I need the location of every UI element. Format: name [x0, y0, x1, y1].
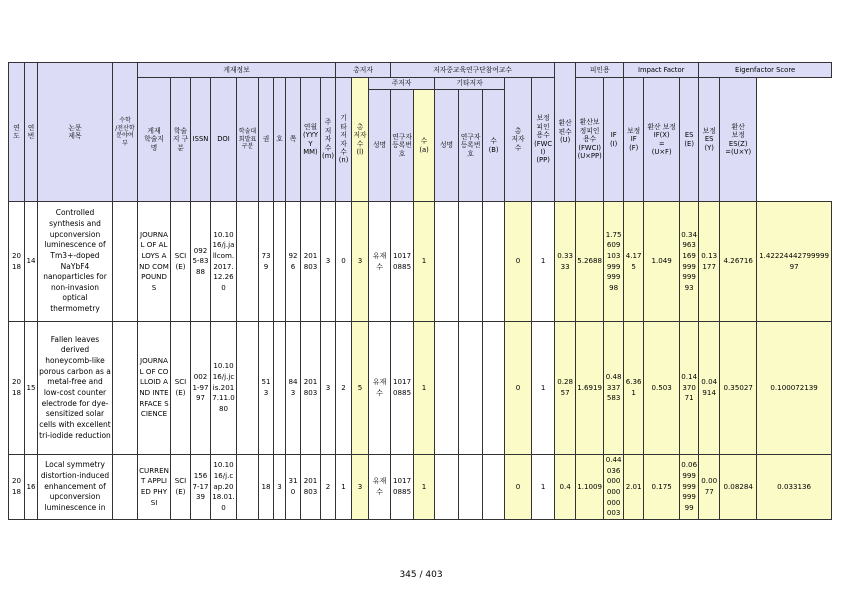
- table-row: [9, 322, 832, 455]
- row-converted-corrected-if: 0.3496316999999993: [680, 202, 699, 322]
- col-paper-title: 논문 제목: [38, 63, 113, 202]
- col-seq: 연번: [25, 63, 38, 202]
- row-main-authors: 2: [321, 455, 336, 520]
- row-main-authors: 3: [321, 322, 336, 455]
- row-other-name: [435, 455, 459, 520]
- row-year-month: 201803: [301, 455, 321, 520]
- row-issn: 1567-1739: [191, 455, 211, 520]
- col-corrected-es: 보정 ES (Y): [699, 78, 720, 202]
- row-conf-class: [237, 455, 259, 520]
- row-title: Fallen leaves derived honeycomb-like porous carbon as a metal-free and low-cost counter electrode for dye-sensitized solar cells with excellent tri-iodide reduction: [38, 322, 113, 455]
- row-volume: 739: [259, 202, 274, 322]
- col-other-researcher-id: 연구자 등록번 호: [459, 90, 483, 202]
- row-corrected-if: 0.175: [644, 455, 680, 520]
- col-es: ES (E): [680, 78, 699, 202]
- col-main-authors: 주 저자 수 (m): [321, 78, 336, 202]
- col-corrected-citations: 보정 피인 용수 (FWC I) (PP): [532, 78, 555, 202]
- row-converted-corrected-es: 0.033136: [757, 455, 832, 520]
- col-year: 연도: [9, 63, 25, 202]
- row-converted-corrected-es: 0.100072139: [757, 322, 832, 455]
- row-doi: 10.1016/j.jallcom.2017.12.260: [211, 202, 237, 322]
- row-count-b: 0: [505, 202, 532, 322]
- row-converted-corrected-citations: 0.44036000000000003: [604, 455, 624, 520]
- row-year: 2018: [9, 455, 25, 520]
- row-other-researcher-id: [459, 455, 483, 520]
- col-math-cs: 수학 /전산학 분야여부: [113, 63, 138, 202]
- row-other-researcher-id: [459, 202, 483, 322]
- row-total-authors: 3: [352, 202, 369, 322]
- col-total-authors: 총 저자 수 (l): [352, 78, 369, 202]
- table-row: [9, 202, 832, 322]
- group-main-author: 주저자: [369, 78, 435, 90]
- row-title: Local symmetry distortion-induced enhancement of upconversion luminescence in: [38, 455, 113, 520]
- page-indicator: 345 / 403: [399, 570, 443, 580]
- col-other-authors: 기타 저자 수 (n): [336, 78, 352, 202]
- col-main-researcher-id: 연구자 등록번 호: [391, 90, 414, 202]
- row-page: 310: [286, 455, 301, 520]
- row-doi: 10.1016/j.cap.2018.01.0: [211, 455, 237, 520]
- row-math-cs: [113, 322, 138, 455]
- group-other-author: 기타저자: [435, 78, 505, 90]
- row-other-researcher-id: [459, 322, 483, 455]
- col-other-name: 성명: [435, 90, 459, 202]
- row-issn: 0021-9797: [191, 322, 211, 455]
- row-main-name: 유재수: [369, 202, 391, 322]
- row-corrected-citations: 1.6919: [576, 322, 604, 455]
- row-conf-class: [237, 202, 259, 322]
- row-if: 4.175: [624, 202, 644, 322]
- row-other-authors: 2: [336, 322, 352, 455]
- table-row: [9, 455, 832, 520]
- row-math-cs: [113, 202, 138, 322]
- row-other-authors: 0: [336, 202, 352, 322]
- row-main-authors: 3: [321, 202, 336, 322]
- row-corrected-es: 0.08284: [720, 455, 757, 520]
- col-journal-name: 게재 학술지 명: [138, 78, 171, 202]
- row-main-name: 유재수: [369, 455, 391, 520]
- group-eigenfactor: Eigenfactor Score: [699, 63, 832, 78]
- row-journal: JOURNAL OF ALLOYS AND COMPOUNDS: [138, 202, 171, 322]
- col-issue: 호: [274, 78, 286, 202]
- row-year: 2018: [9, 202, 25, 322]
- row-academic-class: SCI(E): [171, 455, 191, 520]
- row-corrected-citations: 5.2688: [576, 202, 604, 322]
- row-issue: 3: [274, 455, 286, 520]
- row-title: Controlled synthesis and upconversion luminescence of Tm3+-doped NaYbF4 nanoparticles for non-invasion optical thermometry: [38, 202, 113, 322]
- row-other-name: [435, 202, 459, 322]
- row-math-cs: [113, 455, 138, 520]
- row-total-authors: 3: [352, 455, 369, 520]
- row-converted-corrected-es: 1.4222444279999997: [757, 202, 832, 322]
- col-volume: 권: [259, 78, 274, 202]
- row-conf-class: [237, 322, 259, 455]
- row-seq: 15: [25, 322, 38, 455]
- group-faculty-authors: 저자중교육연구단참여교수: [391, 63, 555, 78]
- row-total-authors: 5: [352, 322, 369, 455]
- row-year-month: 201803: [301, 322, 321, 455]
- row-if: 6.361: [624, 322, 644, 455]
- row-converted-corrected-if: 0.0699999999999: [680, 455, 699, 520]
- row-if: 2.01: [624, 455, 644, 520]
- row-seq: 16: [25, 455, 38, 520]
- col-corrected-if: 보정 IF (F): [624, 78, 644, 202]
- col-participant-authors: 총 저자 수: [505, 78, 532, 202]
- row-converted-count: 0.4: [555, 455, 576, 520]
- row-count-b: 0: [505, 455, 532, 520]
- row-converted-corrected-if: 0.1437071: [680, 322, 699, 455]
- row-other-name: [435, 322, 459, 455]
- col-page: 쪽: [286, 78, 301, 202]
- row-other-count: [483, 455, 505, 520]
- row-main-researcher-id: 10170885: [391, 202, 414, 322]
- row-doi: 10.1016/j.jcis.2017.11.080: [211, 322, 237, 455]
- row-academic-class: SCI(E): [171, 322, 191, 455]
- row-volume: 513: [259, 322, 274, 455]
- row-corrected-es: 0.35027: [720, 322, 757, 455]
- col-conf-class: 학술대 회발표 구분: [237, 78, 259, 202]
- row-converted-corrected-citations: 0.48337583: [604, 322, 624, 455]
- row-es: 0.04914: [699, 322, 720, 455]
- row-other-count: [483, 322, 505, 455]
- row-converted-count: 0.3333: [555, 202, 576, 322]
- row-converted-corrected-citations: 1.7560910399999998: [604, 202, 624, 322]
- row-year: 2018: [9, 322, 25, 455]
- col-main-name: 성명: [369, 90, 391, 202]
- col-doi: DOI: [211, 78, 237, 202]
- row-corrected-if: 1.049: [644, 202, 680, 322]
- row-main-count: 1: [414, 455, 435, 520]
- row-other-authors: 1: [336, 455, 352, 520]
- group-journal-info: 게재정보: [138, 63, 336, 78]
- col-academic-class: 학술 지 구 분: [171, 78, 191, 202]
- row-es: 0.13177: [699, 202, 720, 322]
- group-total-authors: 총저자: [336, 63, 391, 78]
- col-other-count: 수 (B): [483, 90, 505, 202]
- col-converted-corrected-if: 환산 보정 IF(X) = (U×F): [644, 78, 680, 202]
- row-count-b: 0: [505, 322, 532, 455]
- row-corrected-if: 0.503: [644, 322, 680, 455]
- group-citations: 피인용: [576, 63, 624, 78]
- row-issue: [274, 322, 286, 455]
- row-academic-class: SCI(E): [171, 202, 191, 322]
- row-main-name: 유재수: [369, 322, 391, 455]
- group-impact-factor: Impact Factor: [624, 63, 699, 78]
- row-participant-authors: 1: [532, 322, 555, 455]
- row-participant-authors: 1: [532, 202, 555, 322]
- row-main-count: 1: [414, 202, 435, 322]
- row-main-count: 1: [414, 322, 435, 455]
- row-main-researcher-id: 10170885: [391, 455, 414, 520]
- row-journal: CURRENT APPLIED PHYSI: [138, 455, 171, 520]
- row-es: 0.0077: [699, 455, 720, 520]
- row-participant-authors: 1: [532, 455, 555, 520]
- col-converted-corrected-citations: 환산보 정피인 용수 (FWCI) (U×PP): [576, 78, 604, 202]
- row-page: 843: [286, 322, 301, 455]
- row-other-count: [483, 202, 505, 322]
- row-issue: [274, 202, 286, 322]
- col-converted-corrected-es: 환산 보정 ES(Z) =(U×Y): [720, 78, 757, 202]
- row-issn: 0925-8388: [191, 202, 211, 322]
- row-main-researcher-id: 10170885: [391, 322, 414, 455]
- row-corrected-es: 4.26716: [720, 202, 757, 322]
- col-main-count: 수 (a): [414, 90, 435, 202]
- row-seq: 14: [25, 202, 38, 322]
- row-volume: 18: [259, 455, 274, 520]
- row-journal: JOURNAL OF COLLOID AND INTERFACE SCIENCE: [138, 322, 171, 455]
- row-corrected-citations: 1.1009: [576, 455, 604, 520]
- col-issn: ISSN: [191, 78, 211, 202]
- row-converted-count: 0.2857: [555, 322, 576, 455]
- col-converted-count: 환산 편수 (U): [555, 63, 576, 202]
- col-if: IF (I): [604, 78, 624, 202]
- row-year-month: 201803: [301, 202, 321, 322]
- research-output-table: [8, 62, 832, 520]
- row-page: 926: [286, 202, 301, 322]
- col-year-month: 연월 (YYYY MM): [301, 78, 321, 202]
